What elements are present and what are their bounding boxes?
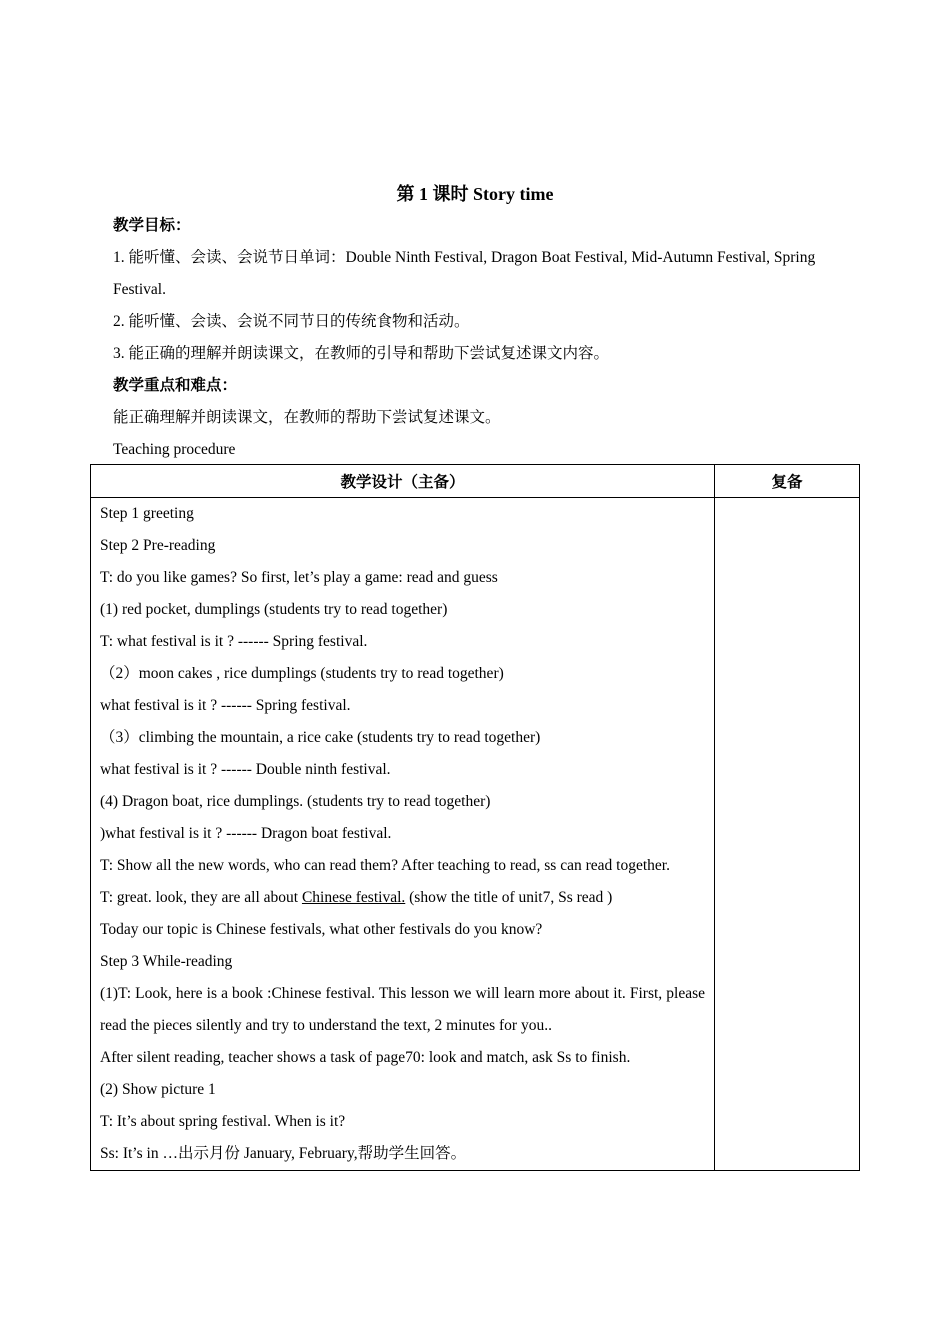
procedure-line: )what festival is it ? ------ Dragon boat festival. [100,825,392,842]
table-row [91,498,860,1171]
procedure-line: Step 3 While-reading [100,953,233,970]
objective-item: 2. 能听懂、会读、会说不同节日的传统食物和活动。 [113,313,470,330]
objective-item: 3. 能正确的理解并朗读课文，在教师的引导和帮助下尝试复述课文内容。 [113,345,610,362]
line-text-before: T: great. look, they are all about [100,889,302,906]
procedure-line: (1) red pocket, dumplings (students try to read together) [100,601,448,618]
main-design-cell [91,498,715,1171]
teaching-plan-table [90,464,860,1171]
procedure-line: Ss: It’s in …出示月份 January, February,帮助学生回答。 [100,1145,467,1162]
underlined-term: Chinese festival. [301,889,406,906]
key-points-heading: 教学重点和难点： [113,377,238,394]
header-secondary-design: 复备 [715,465,860,498]
objectives-heading: 教学目标： [113,217,191,234]
procedure-line: (2) Show picture 1 [100,1081,216,1098]
procedure-line: Step 1 greeting [100,505,194,522]
procedure-line-underlined [100,882,705,914]
procedure-line: (4) Dragon boat, rice dumplings. (students try to read together) [100,793,491,810]
procedure-line: what festival is it ? ------ Spring festival. [100,697,351,714]
objective-item: 1. 能听懂、会读、会说节日单词：Double Ninth Festival, Dragon Boat Festival, Mid-Autumn Festival, Spring Festival. [113,249,816,298]
procedure-line: T: It’s about spring festival. When is it? [100,1113,346,1130]
procedure-line: T: do you like games? So first, let’s play a game: read and guess [100,569,498,586]
procedure-line: （2）moon cakes , rice dumplings (students try to read together) [100,665,504,682]
procedure-label: Teaching procedure [113,441,236,458]
procedure-line: T: Show all the new words, who can read them? After teaching to read, ss can read together. [100,857,670,874]
procedure-line: (1)T: Look, here is a book :Chinese festival. This lesson we will learn more about it. First, please read the pieces silently and try to understand the text, 2 minutes for you.. [100,985,705,1034]
procedure-line: Today our topic is Chinese festivals, what other festivals do you know? [100,921,543,938]
lesson-title: 第 1 课时 Story time [396,184,554,204]
lesson-intro [113,210,843,466]
header-main-design: 教学设计（主备） [91,465,715,498]
line-text-after: (show the title of unit7, Ss read ) [405,889,613,906]
secondary-design-cell [715,498,860,1171]
table-header-row [91,465,860,498]
procedure-line: what festival is it ? ------ Double ninth festival. [100,761,391,778]
key-points-text: 能正确理解并朗读课文，在教师的帮助下尝试复述课文。 [113,409,501,426]
procedure-line: （3）climbing the mountain, a rice cake (students try to read together) [100,729,541,746]
procedure-line: After silent reading, teacher shows a task of page70: look and match, ask Ss to finish. [100,1049,631,1066]
procedure-line: Step 2 Pre-reading [100,537,216,554]
procedure-line: T: what festival is it ? ------ Spring festival. [100,633,368,650]
